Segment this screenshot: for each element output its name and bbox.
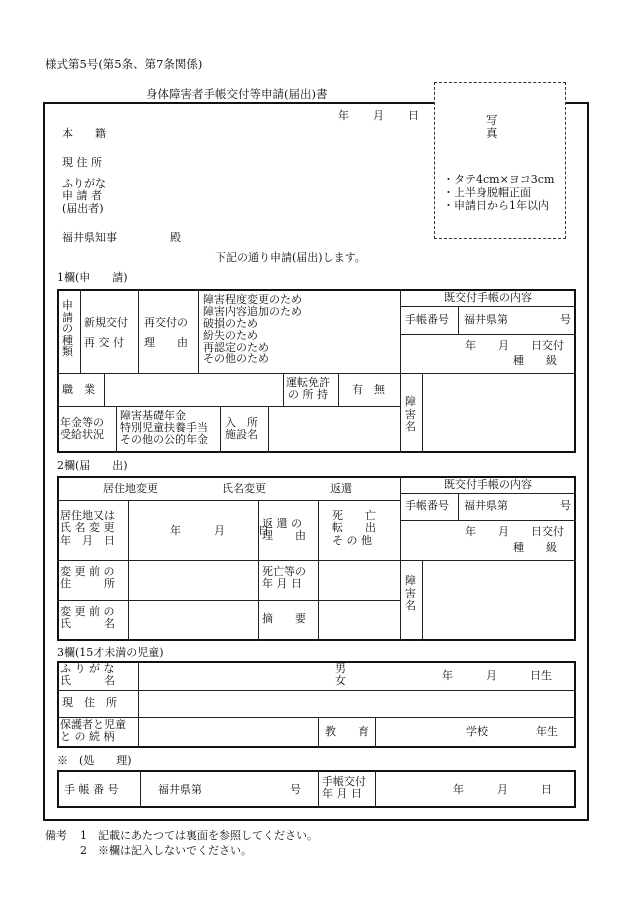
grade-label: 種 級 <box>513 354 557 367</box>
yes-no-option[interactable]: 有 無 <box>352 383 385 396</box>
address-change-option[interactable]: 居住地変更 <box>103 482 158 495</box>
child-name-label: ふ り が な 氏 名 <box>60 662 115 688</box>
facility-label: 入 所 施設名 <box>225 416 258 442</box>
applicant-name-label: ふりがな 申 請 者 (届出者) <box>62 177 106 215</box>
honseki-label: 本 籍 <box>62 127 106 140</box>
photo-note-period: ・申請日から1年以内 <box>443 199 549 212</box>
guardian-relation-label: 保護者と児童 と の 続 柄 <box>60 718 126 744</box>
name-change-option[interactable]: 氏名変更 <box>222 482 266 495</box>
change-date-ymd: 年 月 日 <box>170 524 269 537</box>
processing-fukui-label: 福井県第 <box>158 783 202 796</box>
child-address-label: 現 住 所 <box>62 696 117 709</box>
form-title: 身体障害者手帳交付等申請(届出)書 <box>146 87 328 101</box>
death-date-label: 死亡等の 年 月 日 <box>262 565 306 591</box>
return-reasons-list[interactable]: 死 亡 転 出 そ の 他 <box>332 509 376 547</box>
techo-number-label: 手帳番号 <box>405 313 449 326</box>
processing-techo-label: 手 帳 番 号 <box>64 783 119 796</box>
processing-go-label: 号 <box>290 783 301 796</box>
dono-label: 殿 <box>170 231 181 244</box>
new-issue-option[interactable]: 新規交付 <box>84 316 128 329</box>
date-month-label: 月 <box>373 109 384 122</box>
photo-note-size: ・タテ4cm×ヨコ3cm <box>443 173 555 186</box>
change-date-label: 居住地又は 氏 名 変 更 年 月 日 <box>60 509 115 547</box>
existing-techo-header-2: 既交付手帳の内容 <box>444 478 532 491</box>
reissue-reasons-list[interactable]: 障害程度変更のため 障害内容追加のため 破損のため 紛失のため 再認定のため その他のため <box>203 293 302 366</box>
education-label: 教 育 <box>325 725 369 738</box>
driving-license-label: 運転免許 の 所 持 <box>286 376 330 402</box>
processing-ymd: 年 月 日 <box>453 783 552 796</box>
photo-label: 写 真 <box>486 113 498 140</box>
remarks-line-2: 2 ※欄は記入しないでください。 <box>80 844 252 857</box>
pension-status-label: 年金等の 受給状況 <box>60 416 104 442</box>
reissue-option[interactable]: 再 交 付 <box>84 336 124 349</box>
section2-heading: 2欄(届 出) <box>57 459 128 472</box>
techo-number-label-2: 手帳番号 <box>405 499 449 512</box>
section1-heading: 1欄(申 請) <box>57 271 128 284</box>
date-day-label: 日 <box>408 109 419 122</box>
existing-techo-header: 既交付手帳の内容 <box>444 291 532 304</box>
date-year-label: 年 <box>338 109 349 122</box>
issue-date-label-2: 年 月 日交付 <box>465 525 564 538</box>
summary-label: 摘 要 <box>262 612 306 625</box>
child-birth-date: 年 月 日生 <box>442 669 552 682</box>
occupation-label: 職 業 <box>62 383 95 396</box>
go-label-2: 号 <box>560 499 571 512</box>
grade-label-2: 種 級 <box>513 541 557 554</box>
return-reason-label: 返 還 の 理 由 <box>262 517 306 543</box>
school-year-label: 年生 <box>536 725 558 738</box>
return-option[interactable]: 返還 <box>330 482 352 495</box>
school-label: 学校 <box>466 725 488 738</box>
request-type-label: 申 請 の 種 類 <box>62 299 73 359</box>
disability-name-label: 障 害 名 <box>405 395 416 434</box>
fukui-number-label-2: 福井県第 <box>464 499 508 512</box>
form-number: 様式第5号(第5条、第7条関係) <box>45 57 203 71</box>
reason-label: 理 由 <box>144 336 188 349</box>
prev-address-label: 変 更 前 の 住 所 <box>60 565 115 591</box>
disability-name-label-2: 障 害 名 <box>405 574 416 613</box>
processing-issue-date-label: 手帳交付 年 月 日 <box>322 775 366 801</box>
issue-date-label: 年 月 日交付 <box>465 339 564 352</box>
section3-heading: 3欄(15才未満の児童) <box>57 646 164 659</box>
address-label: 現 住 所 <box>62 156 102 169</box>
go-label: 号 <box>560 313 571 326</box>
gender-option[interactable]: 男 女 <box>335 662 346 688</box>
prev-name-label: 変 更 前 の 氏 名 <box>60 605 115 631</box>
processing-heading: ※ (処 理) <box>57 754 132 767</box>
photo-note-pose: ・上半身脱帽正面 <box>443 186 531 199</box>
photo-box <box>434 82 566 239</box>
remarks-line-1: 1 記載にあたつては裏面を参照してください。 <box>80 829 318 842</box>
reissue-reason-label: 再交付の <box>144 316 188 329</box>
fukui-number-label: 福井県第 <box>464 313 508 326</box>
remarks-label: 備考 <box>45 829 67 842</box>
addressee-label: 福井県知事 <box>62 231 117 244</box>
pension-items-list[interactable]: 障害基礎年金 特別児童扶養手当 その他の公的年金 <box>120 409 208 446</box>
request-statement: 下記の通り申請(届出)します。 <box>215 251 366 264</box>
